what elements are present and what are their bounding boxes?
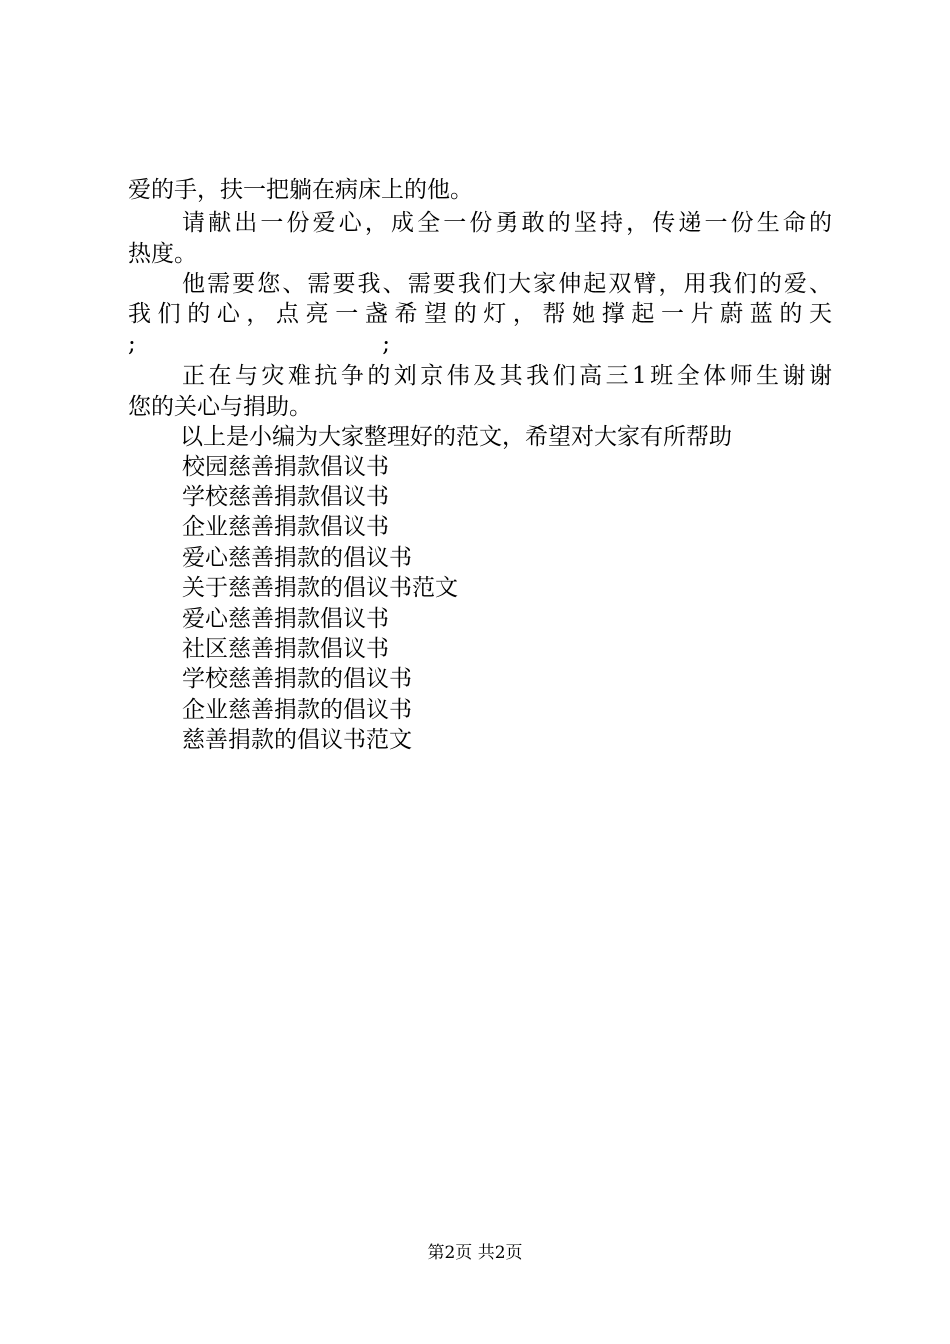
closing-note: 以上是小编为大家整理好的范文，希望对大家有所帮助 — [180, 424, 732, 450]
related-link[interactable]: 学校慈善捐款的倡议书 — [182, 666, 412, 692]
paragraph-line: 他需要您、需要我、需要我们大家伸起双臂，用我们的爱、 — [182, 271, 832, 297]
related-link[interactable]: 校园慈善捐款倡议书 — [182, 454, 389, 480]
semicolon-line — [128, 329, 390, 359]
related-link[interactable]: 爱心慈善捐款的倡议书 — [182, 545, 412, 571]
paragraph-line: 请献出一份爱心，成全一份勇敢的坚持，传递一份生命的 — [182, 210, 832, 236]
related-link[interactable]: 慈善捐款的倡议书范文 — [182, 727, 412, 753]
related-link[interactable]: 企业慈善捐款倡议书 — [182, 514, 389, 540]
related-link[interactable]: 社区慈善捐款倡议书 — [182, 636, 389, 662]
paragraph-line: 正在与灾难抗争的刘京伟及其我们高三1班全体师生谢谢 — [182, 363, 832, 389]
related-link[interactable]: 学校慈善捐款倡议书 — [182, 484, 389, 510]
paragraph-line: 您的关心与捐助。 — [128, 394, 312, 420]
semicolon-left: ; — [128, 331, 136, 357]
related-link[interactable]: 企业慈善捐款的倡议书 — [182, 697, 412, 723]
paragraph-line: 热度。 — [128, 241, 197, 267]
semicolon-right: ; — [382, 331, 390, 357]
related-link[interactable]: 爱心慈善捐款倡议书 — [182, 606, 389, 632]
page-footer: 第2页 共2页 — [427, 1243, 523, 1263]
paragraph-line: 爱的手，扶一把躺在病床上的他。 — [128, 177, 473, 203]
paragraph-line: 我们的心，点亮一盏希望的灯，帮她撑起一片蔚蓝的天 — [128, 301, 832, 327]
related-link[interactable]: 关于慈善捐款的倡议书范文 — [182, 575, 458, 601]
